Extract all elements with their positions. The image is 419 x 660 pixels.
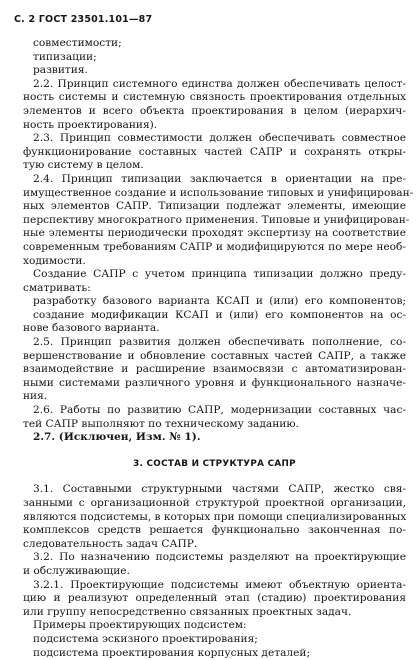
list-item: развития. <box>33 64 88 77</box>
list-item: совместимости; <box>33 37 122 49</box>
list-item: создание модификации КСАП и (или) его компонентов на ос- <box>33 308 406 321</box>
list-item: нове базового варианта. <box>23 322 160 335</box>
list-item: подсистема проектирования корпусных деталей; <box>33 646 311 659</box>
paragraph-line: Создание САПР с учетом принципа типизации должно преду- <box>33 268 406 281</box>
paragraph-line: 3.2. По назначению подсистемы разделяют на проектирующие <box>33 551 406 564</box>
paragraph-line: вершенствование и обновление составных частей САПР, а также <box>23 349 406 362</box>
section-title: 3. СОСТАВ И СТРУКТУРА САПР <box>133 458 296 469</box>
paragraph-line: сматривать: <box>23 281 91 294</box>
paragraph-line: ными системами различного уровня и функционального назначе- <box>23 376 406 389</box>
list-item: подсистема эскизного проектирования; <box>33 632 258 645</box>
paragraph-line: и обслуживающие. <box>23 564 130 577</box>
paragraph-line: ных элементов САПР. Типизации подлежат элементы, имеющие <box>23 200 406 213</box>
running-header: С. 2 ГОСТ 23501.101—87 <box>14 14 153 25</box>
paragraph-line: являются подсистемы, в которых при помощи специализированных <box>23 510 407 523</box>
paragraph-line: ные элементы периодически проходят экспертизу на соответствие <box>23 227 406 240</box>
document-body <box>23 37 414 660</box>
paragraph-line: Примеры проектирующих подсистем: <box>33 619 247 632</box>
paragraph-line: занными с организационной структурой проектной организации, <box>23 497 406 509</box>
paragraph-line: 2.4. Принцип типизации заключается в ориентации на пре- <box>33 172 406 185</box>
paragraph-line: тую систему в целом. <box>23 159 144 172</box>
paragraph-line: 2.2. Принцип системного единства должен обеспечивать целост- <box>33 77 406 90</box>
paragraph-line: 2.5. Принцип развития должен обеспечивать пополнение, со- <box>33 336 406 349</box>
paragraph-line: ходимости. <box>23 254 86 267</box>
paragraph-line: элементов и всего объекта проектирования в целом (иерархич- <box>23 104 406 117</box>
paragraph-line: 2.6. Работы по развитию САПР, модернизации составных час- <box>33 404 406 417</box>
paragraph-line: 3.1. Составными структурными частями САПР, жестко свя- <box>33 483 406 496</box>
paragraph-line: 3.2.1. Проектирующие подсистемы имеют объектную ориента- <box>33 578 406 591</box>
paragraph-line: цию и реализуют определенный этап (стадию) проектирования <box>23 592 406 605</box>
paragraph-line: ность системы и системную связность проектирования отдельных <box>23 91 406 104</box>
paragraph-line: современным требованиям САПР и модифицируются по мере необ- <box>23 240 406 253</box>
paragraph-line: функционирование составных частей САПР и сохранять откры- <box>23 145 406 158</box>
paragraph-line: ность проектирования). <box>23 118 158 131</box>
paragraph-line: имущественное создание и использование типовых и унифицирован- <box>23 186 414 199</box>
paragraph-line: ния. <box>23 390 48 403</box>
paragraph-line: следовательность задач САПР. <box>23 537 198 550</box>
list-item: разработку базового варианта КСАП и (или) его компонентов; <box>33 295 406 308</box>
paragraph-line: перспективу многократного применения. Типовые и унифицирован- <box>23 213 410 226</box>
paragraph-line: тей САПР выполняют по техническому заданию. <box>23 417 299 430</box>
list-item: типизации; <box>33 50 97 63</box>
paragraph-line: 2.3. Принцип совместимости должен обеспечивать совместное <box>33 132 406 145</box>
paragraph-line: взаимодействие и расширение взаимосвязи с автоматизирован- <box>23 363 406 376</box>
paragraph-line: или группу непосредственно связанных проектных задач. <box>23 605 352 618</box>
paragraph-line: комплексов средств решается функционально законченная по- <box>23 524 406 537</box>
amendment-note: 2.7. (Исключен, Изм. № 1). <box>33 431 201 444</box>
